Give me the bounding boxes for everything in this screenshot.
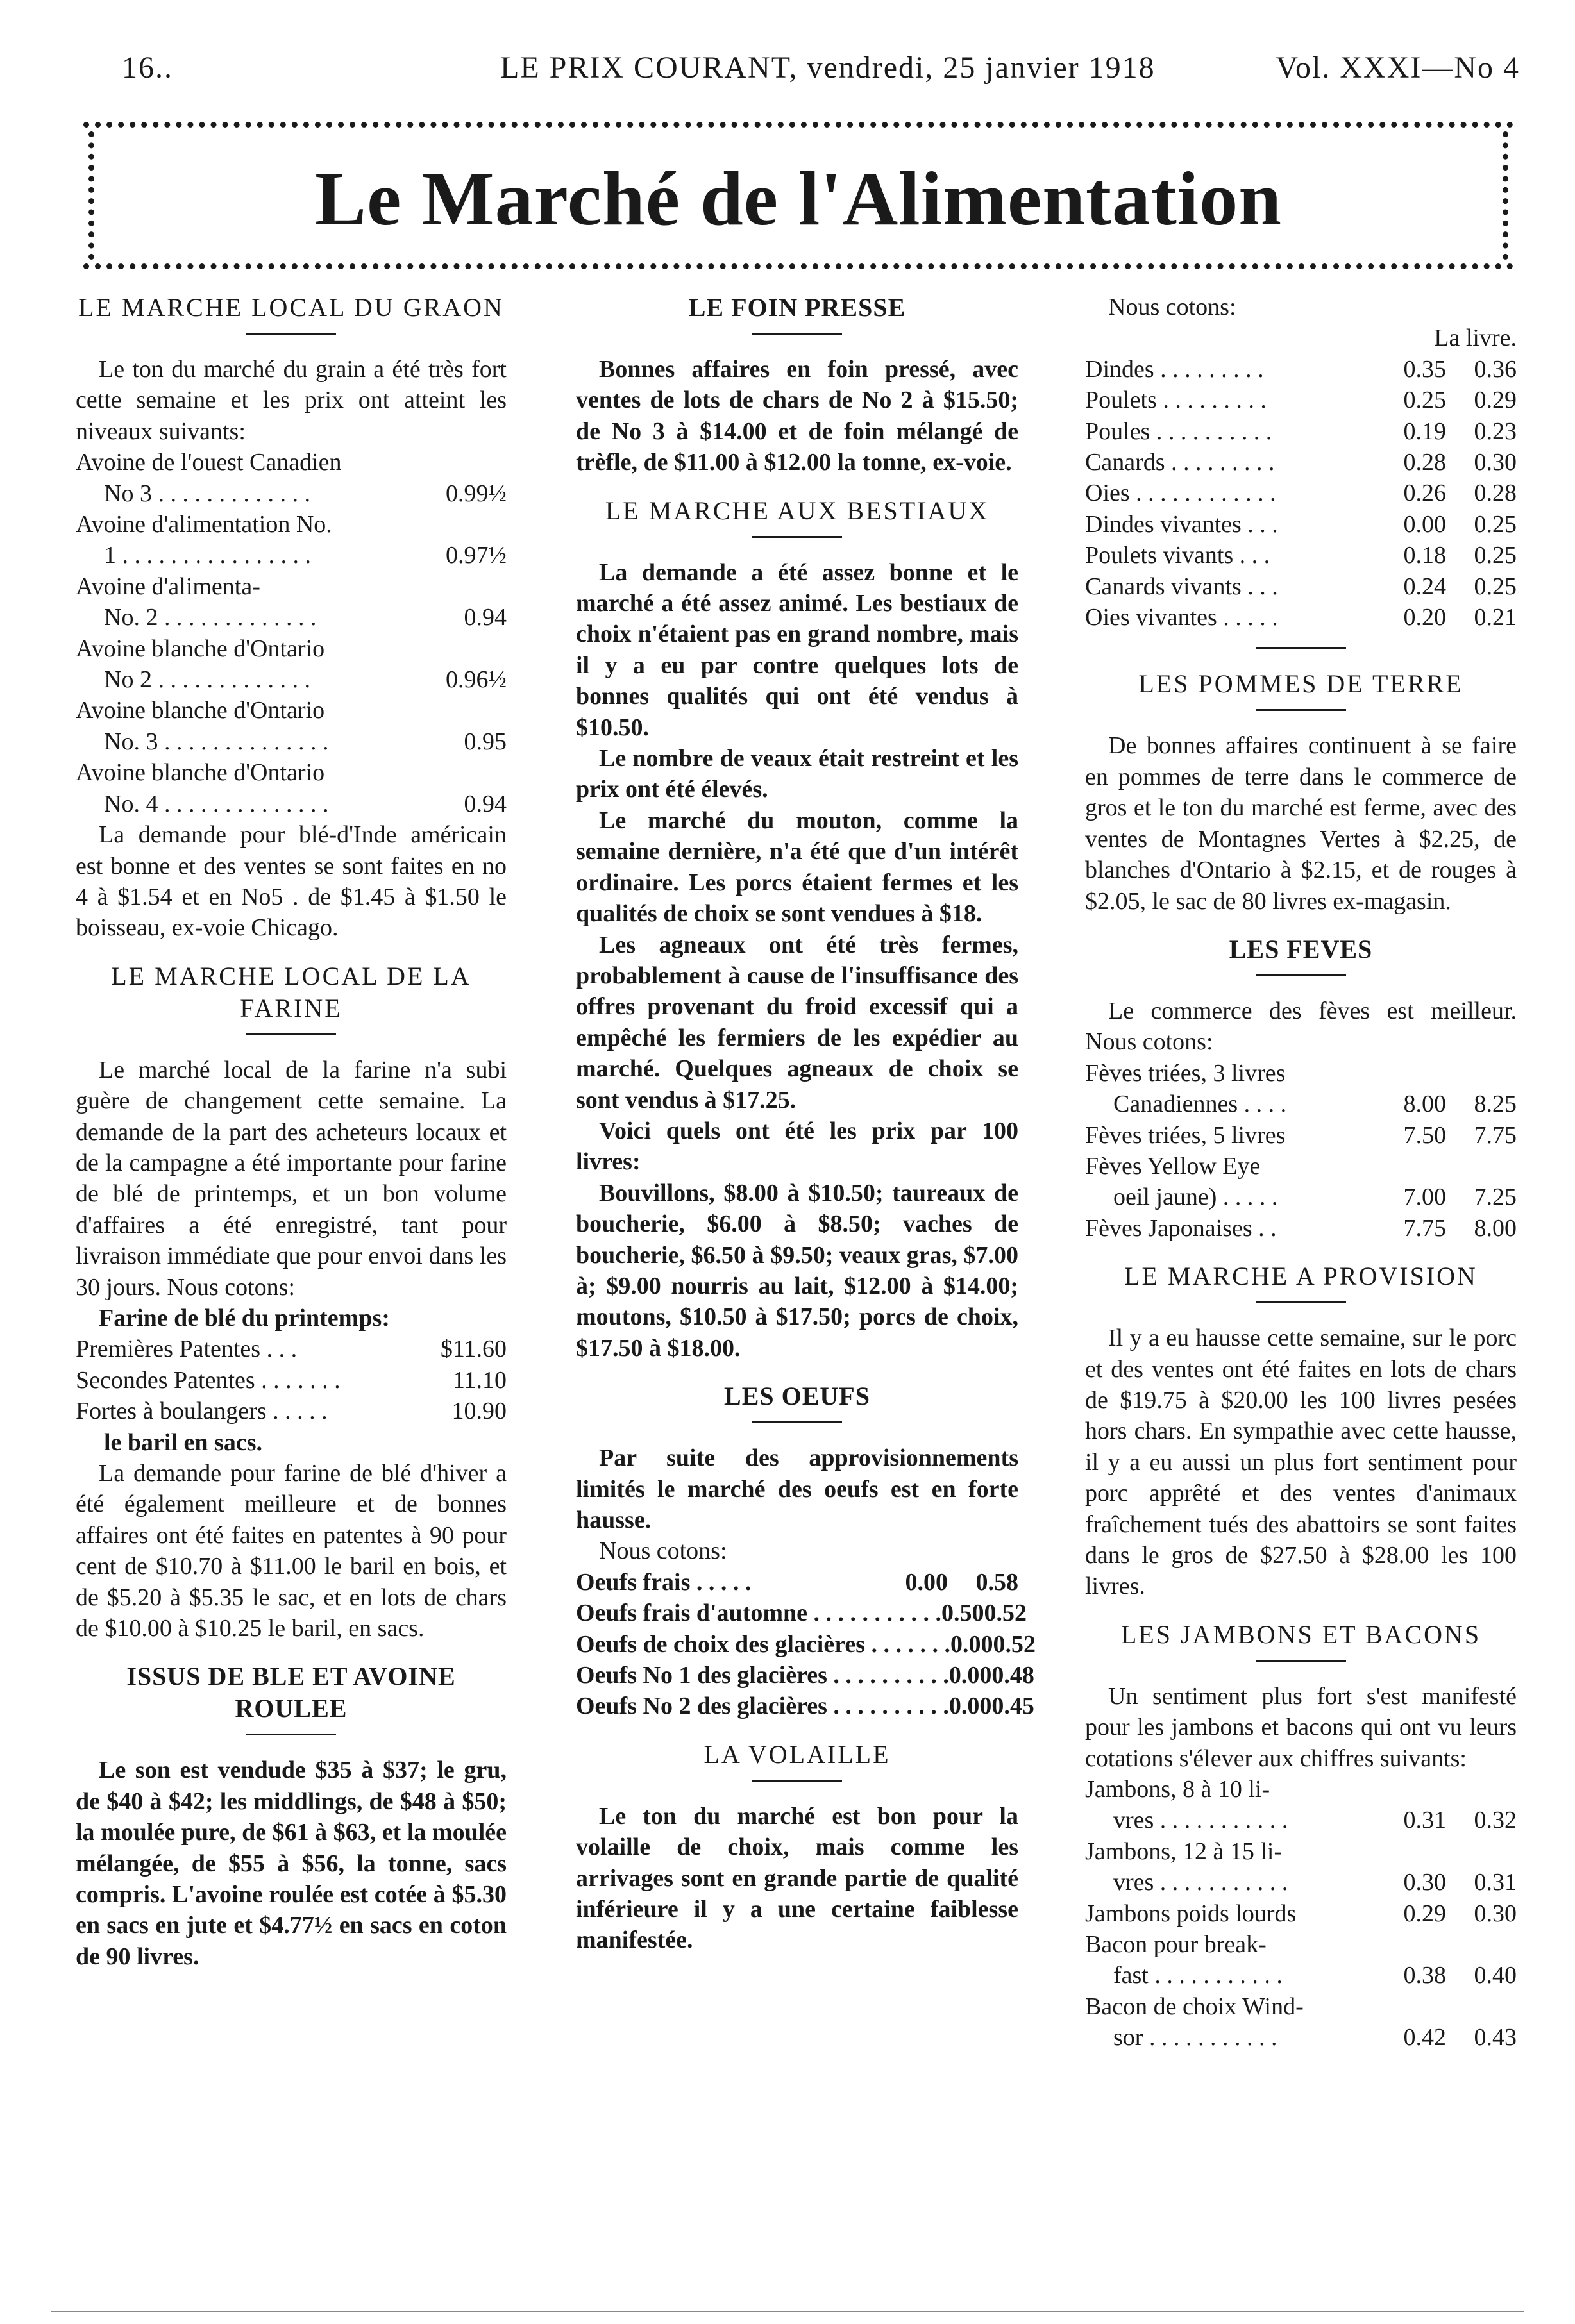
article-body: La demande pour blé-d'Inde américain est bonne et des ventes se sont faites en no 4 à $1.54 et en No5 . de $1.45 à $1.50 le boisseau, ex-voie Chicago. bbox=[76, 821, 507, 942]
article-title-foin: LE FOIN PRESSE bbox=[688, 293, 906, 322]
egg-price-row: Oeufs frais . . . . . 0.00 0.58 bbox=[576, 1568, 1018, 1596]
egg-price-row: Oeufs frais d'automne . . . . . . . . . . . 0.50 0.52 bbox=[576, 1600, 1027, 1627]
ham-price-row: Jambons poids lourds 0.29 0.30 bbox=[1085, 1900, 1517, 1927]
ham-price-row: Bacon pour break- fast . . . . . . . . . . . 0.38 0.40 bbox=[1085, 1931, 1517, 1989]
article-title-provision: LE MARCHE A PROVISION bbox=[1124, 1262, 1478, 1291]
article-body: Il y a eu hausse cette semaine, sur le porc et des ventes ont été faites en lots de chars de $19.75 à $20.00 les 100 livres pesées hors chars. En sympathie avec cette hausse, il y a eu aussi un plus fort sentiment pour porc apprêté et des ventes d'animaux fraîchement tués des abattoirs se sont faites dans le gros de $27.50 à $28.00 les 100 livres. bbox=[1085, 1325, 1517, 1600]
poultry-price-row: Poulets vivants . . . 0.18 0.25 bbox=[1085, 542, 1517, 569]
title-rule bbox=[1256, 974, 1346, 976]
article-body: Par suite des approvisionnements limités le marché des oeufs est en forte hausse. bbox=[576, 1444, 1018, 1534]
bean-price-row: Fèves Yellow Eye oeil jaune) . . . . . 7.00 7.25 bbox=[1085, 1152, 1517, 1211]
title-rule bbox=[246, 1033, 336, 1035]
article-body: La demande a été assez bonne et le marché a été assez animé. Les bestiaux de choix n'étaient pas en grand nombre, mais il y a eu par contre quelques lots de bonnes qualités qui ont été vendus à $10.50. bbox=[576, 558, 1018, 741]
poultry-price-row: Poulets . . . . . . . . . 0.25 0.29 bbox=[1085, 387, 1517, 414]
volume-number: Vol. XXXI—No 4 bbox=[1276, 51, 1520, 85]
poultry-price-row: Dindes . . . . . . . . . 0.35 0.36 bbox=[1085, 355, 1517, 383]
title-rule bbox=[752, 536, 842, 538]
section-title: Le Marché de l'Alimentation bbox=[315, 156, 1282, 241]
grain-price-row: Avoine blanche d'Ontario No 2 . . . . . . . . . . . . . 0.96½ bbox=[76, 635, 507, 694]
ham-price-row: Jambons, 12 à 15 li- vres . . . . . . . . . . . 0.30 0.31 bbox=[1085, 1837, 1517, 1896]
poultry-price-row: Canards vivants . . . 0.24 0.25 bbox=[1085, 573, 1517, 600]
page-bottom-rule bbox=[51, 2311, 1524, 2312]
title-rule bbox=[752, 1421, 842, 1423]
flour-price-row: Premières Patentes . . . $11.60 bbox=[76, 1335, 507, 1363]
column-right bbox=[1085, 292, 1517, 2298]
page-number: 16.. bbox=[122, 51, 173, 85]
article-title-pommes: LES POMMES DE TERRE bbox=[1138, 669, 1463, 699]
article-title-jambons: LES JAMBONS ET BACONS bbox=[1120, 1619, 1481, 1649]
egg-price-row: Oeufs No 1 des glacières . . . . . . . . . . 0.00 0.48 bbox=[576, 1662, 1034, 1689]
article-body: Voici quels ont été les prix par 100 livres: bbox=[576, 1117, 1018, 1176]
unit-label: La livre. bbox=[1434, 324, 1517, 352]
article-body: Le marché local de la farine n'a subi guère de changement cette semaine. La demande de la part des acheteurs locaux et de la campagne a été importante pour farine de blé de printemps, et un bon volume d'affaires a été enregistré, tant pour livraison immédiate que pour envoi dans les 30 jours. Nous cotons: bbox=[76, 1056, 507, 1301]
grain-price-row: Avoine blanche d'Ontario No. 3 . . . . . . . . . . . . . . 0.95 bbox=[76, 697, 507, 755]
ham-price-row: Jambons, 8 à 10 li- vres . . . . . . . . . . . 0.31 0.32 bbox=[1085, 1776, 1517, 1834]
ham-price-row: Bacon de choix Wind- sor . . . . . . . . . . . 0.42 0.43 bbox=[1085, 1993, 1517, 2052]
article-title-oeufs: LES OEUFS bbox=[724, 1382, 870, 1411]
column-left bbox=[76, 292, 507, 2298]
article-body: Nous cotons: bbox=[599, 1537, 727, 1565]
egg-price-row: Oeufs No 2 des glacières . . . . . . . . . . 0.00 0.45 bbox=[576, 1693, 1034, 1720]
article-title-farine: LE MARCHE LOCAL DE LA FARINE bbox=[111, 961, 471, 1023]
publication-line: LE PRIX COURANT, vendredi, 25 janvier 1918 bbox=[500, 51, 1156, 85]
article-body: Le marché du mouton, comme la semaine dernière, n'a été que d'un intérêt ordinaire. Les porcs étaient fermes et les qualités de choix se sont vendues à $18. bbox=[576, 807, 1018, 928]
article-body: Le ton du marché est bon pour la volaille de choix, mais comme les arrivages sont en grande partie de qualité inférieure il y a une certaine faiblesse manifestée. bbox=[576, 1802, 1018, 1954]
subheading: Farine de blé du printemps: bbox=[99, 1304, 390, 1332]
grain-price-row: Avoine de l'ouest Canadien No 3 . . . . . . . . . . . . . 0.99½ bbox=[76, 449, 507, 507]
grain-price-row: Avoine blanche d'Ontario No. 4 . . . . . . . . . . . . . . 0.94 bbox=[76, 759, 507, 817]
title-rule bbox=[1256, 1301, 1346, 1303]
poultry-price-row: Poules . . . . . . . . . . 0.19 0.23 bbox=[1085, 417, 1517, 445]
article-body: Les agneaux ont été très fermes, probablement à cause de l'insuffisance des offres provenant du froid excessif qui a empêché les fermiers de les expédier au marché. Quelques agneaux de choix se sont vendus à $17.25. bbox=[576, 931, 1018, 1114]
title-rule bbox=[752, 1780, 842, 1782]
article-body: Nous cotons: bbox=[1108, 294, 1236, 321]
column-center bbox=[576, 292, 1036, 2298]
title-rule bbox=[1256, 1660, 1346, 1662]
bean-price-row: Fèves triées, 5 livres 7.50 7.75 bbox=[1085, 1121, 1517, 1149]
poultry-price-row: Oies vivantes . . . . . 0.20 0.21 bbox=[1085, 604, 1517, 631]
egg-price-row: Oeufs de choix des glacières . . . . . . . 0.00 0.52 bbox=[576, 1630, 1036, 1658]
article-body: De bonnes affaires continuent à se faire en pommes de terre dans le commerce de gros et le ton du marché est ferme, avec des ventes de Montagnes Vertes à $2.25, de blanches d'Ontario à $2.15, et de rouges à $2.05, le sac de 80 livres ex-magasin. bbox=[1085, 732, 1517, 915]
price-note: le baril en sacs. bbox=[104, 1428, 262, 1456]
article-body: Bouvillons, $8.00 à $10.50; taureaux de boucherie, $6.00 à $8.50; vaches de boucherie, $6.50 à $9.50; veaux gras, $7.00 à; $9.00 nourris au lait, $12.00 à $14.00; moutons, $10.50 à $17.50; porcs de choix, $17.50 à $18.00. bbox=[576, 1179, 1018, 1362]
article-body: La demande pour farine de blé d'hiver a été également meilleure et de bonnes affaires ont été faites en patentes à 90 pour cent de $10.70 à $11.00 le baril en bois, et de $5.20 à $5.35 le sac, et en lots de chars de $10.00 à $10.25 le baril, en sacs. bbox=[76, 1460, 507, 1643]
article-title-issus: ISSUS DE BLE ET AVOINE ROULEE bbox=[126, 1662, 456, 1723]
article-title-bestiaux: LE MARCHE AUX BESTIAUX bbox=[605, 496, 990, 525]
article-body: Bonnes affaires en foin pressé, avec ventes de lots de chars de No 2 à $15.50; de No 3 à $14.00 et de foin mélangé de trèfle, de $11.00 à $12.00 la tonne, ex-voie. bbox=[576, 356, 1018, 476]
article-title-feves: LES FEVES bbox=[1229, 934, 1373, 964]
grain-price-row: Avoine d'alimenta- No. 2 . . . . . . . . . . . . . 0.94 bbox=[76, 573, 507, 631]
running-head bbox=[122, 50, 1520, 95]
poultry-price-row: Canards . . . . . . . . . 0.28 0.30 bbox=[1085, 449, 1517, 476]
article-body: Le nombre de veaux était restreint et les prix ont été élevés. bbox=[576, 745, 1018, 803]
article-body: Le ton du marché du grain a été très fort cette semaine et les prix ont atteint les niveaux suivants: bbox=[76, 356, 507, 445]
article-body: Le commerce des fèves est meilleur. Nous cotons: bbox=[1085, 997, 1517, 1056]
title-rule bbox=[246, 1734, 336, 1735]
article-body: Un sentiment plus fort s'est manifesté pour les jambons et bacons qui ont vu leurs cotations s'élever aux chiffres suivants: bbox=[1085, 1682, 1517, 1772]
article-title-grain: LE MARCHE LOCAL DU GRAON bbox=[78, 293, 504, 322]
article-title-volaille: LA VOLAILLE bbox=[703, 1739, 891, 1769]
grain-price-row: Avoine d'alimentation No. 1 . . . . . . . . . . . . . . . . 0.97½ bbox=[76, 511, 507, 569]
title-rule bbox=[1256, 709, 1346, 711]
section-rule bbox=[1256, 647, 1346, 649]
poultry-price-row: Oies . . . . . . . . . . . . 0.26 0.28 bbox=[1085, 480, 1517, 507]
title-rule bbox=[752, 333, 842, 335]
bean-price-row: Fèves triées, 3 livres Canadiennes . . . . 8.00 8.25 bbox=[1085, 1059, 1517, 1118]
article-body: Le son est vendude $35 à $37; le gru, de $40 à $42; les middlings, de $48 à $50; la moulée pure, de $61 à $63, et la moulée mélangée, de $55 à $56, la tonne, sacs compris. L'avoine roulée est cotée à $5.30 en sacs en jute et $4.77½ en sacs en coton de 90 livres. bbox=[76, 1757, 507, 1970]
flour-price-row: Secondes Patentes . . . . . . . 11.10 bbox=[76, 1366, 507, 1394]
title-rule bbox=[246, 333, 336, 335]
section-banner bbox=[83, 122, 1513, 269]
poultry-price-row: Dindes vivantes . . . 0.00 0.25 bbox=[1085, 510, 1517, 538]
bean-price-row: Fèves Japonaises . . 7.75 8.00 bbox=[1085, 1214, 1517, 1242]
flour-price-row: Fortes à boulangers . . . . . 10.90 bbox=[76, 1398, 507, 1425]
